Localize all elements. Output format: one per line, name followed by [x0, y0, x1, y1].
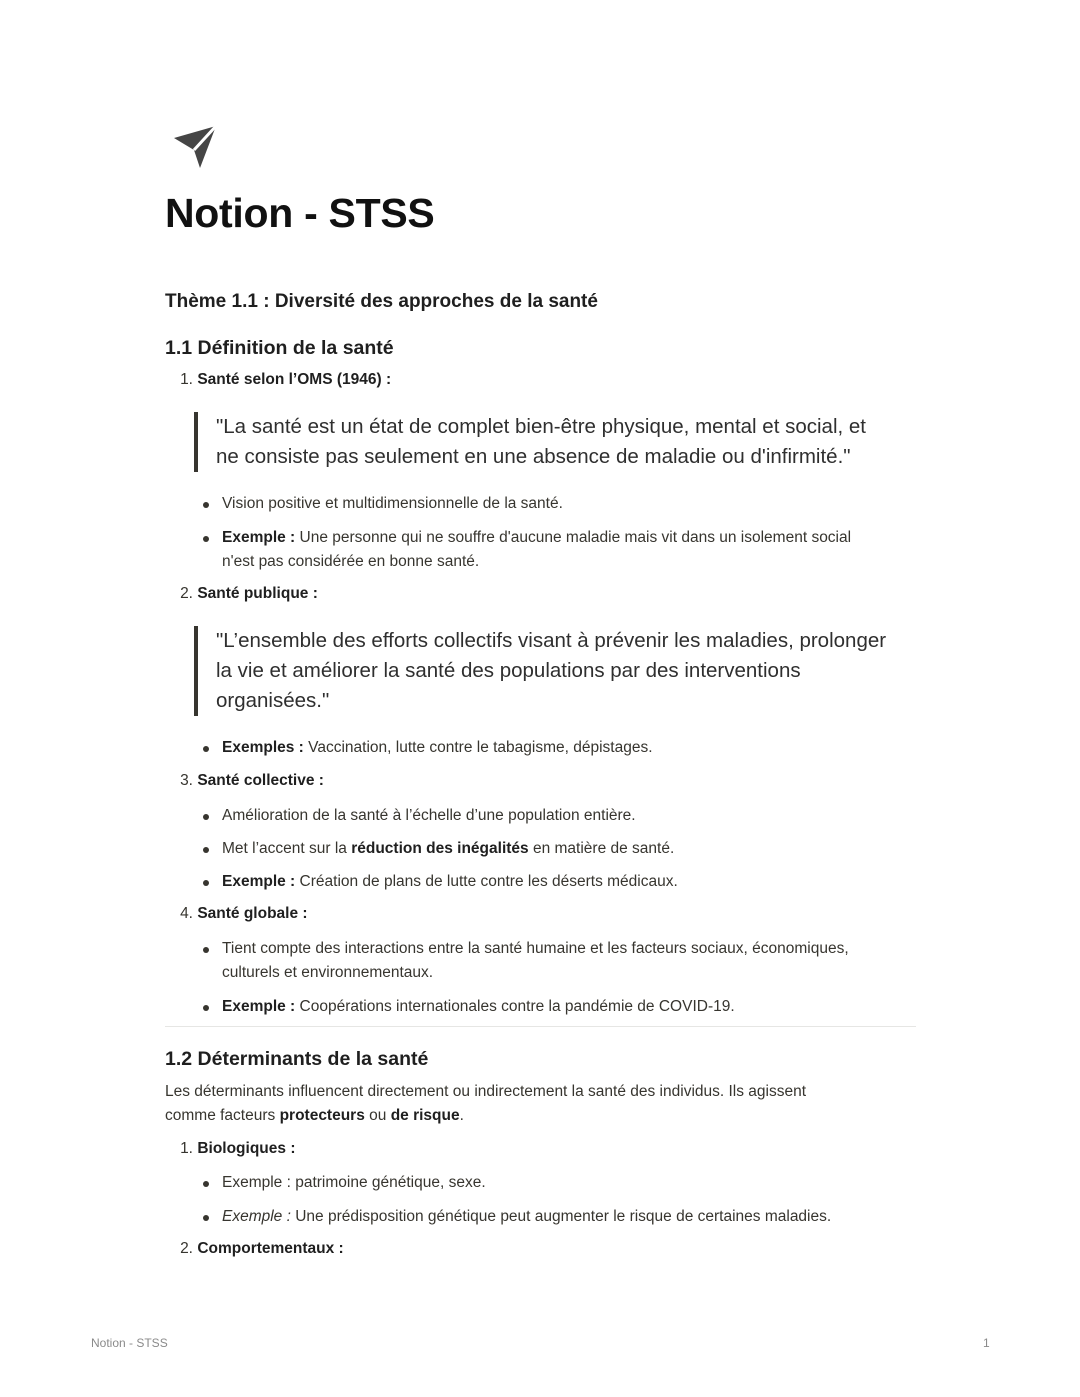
- list-item: Tient compte des interactions entre la santé humaine et les facteurs sociaux, économiques, culturels et environnementaux.: [203, 937, 918, 985]
- list-item-biologiques: 1. Biologiques :: [180, 1140, 296, 1157]
- list-item: Exemple : Coopérations internationales contre la pandémie de COVID-19.: [203, 995, 918, 1019]
- list-item: Exemple : patrimoine génétique, sexe.: [203, 1171, 918, 1195]
- list-item-comportementaux: 2. Comportementaux :: [180, 1240, 344, 1257]
- list-item-sante-publique: 2. Santé publique :: [180, 585, 318, 602]
- quote-oms: "La santé est un état de complet bien-être physique, mental et social, et ne consiste pas seulement en une absence de maladie ou d'infirmité.": [194, 412, 936, 472]
- quote-sante-publique: "L’ensemble des efforts collectifs visant à prévenir les maladies, prolonger la vie et améliorer la santé des populations par des interventions organisées.": [194, 626, 936, 716]
- theme-heading: Thème 1.1 : Diversité des approches de la santé: [165, 291, 598, 312]
- section-heading-definition: 1.1 Définition de la santé: [165, 337, 394, 359]
- paper-plane-icon: [170, 122, 220, 172]
- divider: [165, 1026, 916, 1027]
- intro-paragraph: Les déterminants influencent directement ou indirectement la santé des individus. Ils agissent comme facteurs protecteurs ou de risque.: [165, 1083, 807, 1124]
- footer-title: Notion - STSS: [91, 1336, 168, 1350]
- section-heading-determinants: 1.2 Déterminants de la santé: [165, 1048, 429, 1070]
- page-number: 1: [983, 1336, 990, 1350]
- list-item: Vision positive et multidimensionnelle de la santé.: [203, 492, 918, 516]
- page-title: Notion - STSS: [165, 190, 435, 236]
- list-item: Amélioration de la santé à l’échelle d’une population entière.: [203, 804, 918, 828]
- list-item: Met l’accent sur la réduction des inégalités en matière de santé.: [203, 837, 918, 861]
- list-item-sante-collective: 3. Santé collective :: [180, 772, 324, 789]
- list-item: Exemple : Une prédisposition génétique peut augmenter le risque de certaines maladies.: [203, 1205, 918, 1229]
- list-item: Exemple : Création de plans de lutte contre les déserts médicaux.: [203, 870, 918, 894]
- list-item-sante-globale: 4. Santé globale :: [180, 905, 308, 922]
- list-item-oms: 1. Santé selon l’OMS (1946) :: [180, 371, 392, 388]
- list-item: Exemples : Vaccination, lutte contre le tabagisme, dépistages.: [203, 736, 918, 760]
- list-item: Exemple : Une personne qui ne souffre d'aucune maladie mais vit dans un isolement social n'est pas considérée en bonne santé.: [203, 526, 918, 574]
